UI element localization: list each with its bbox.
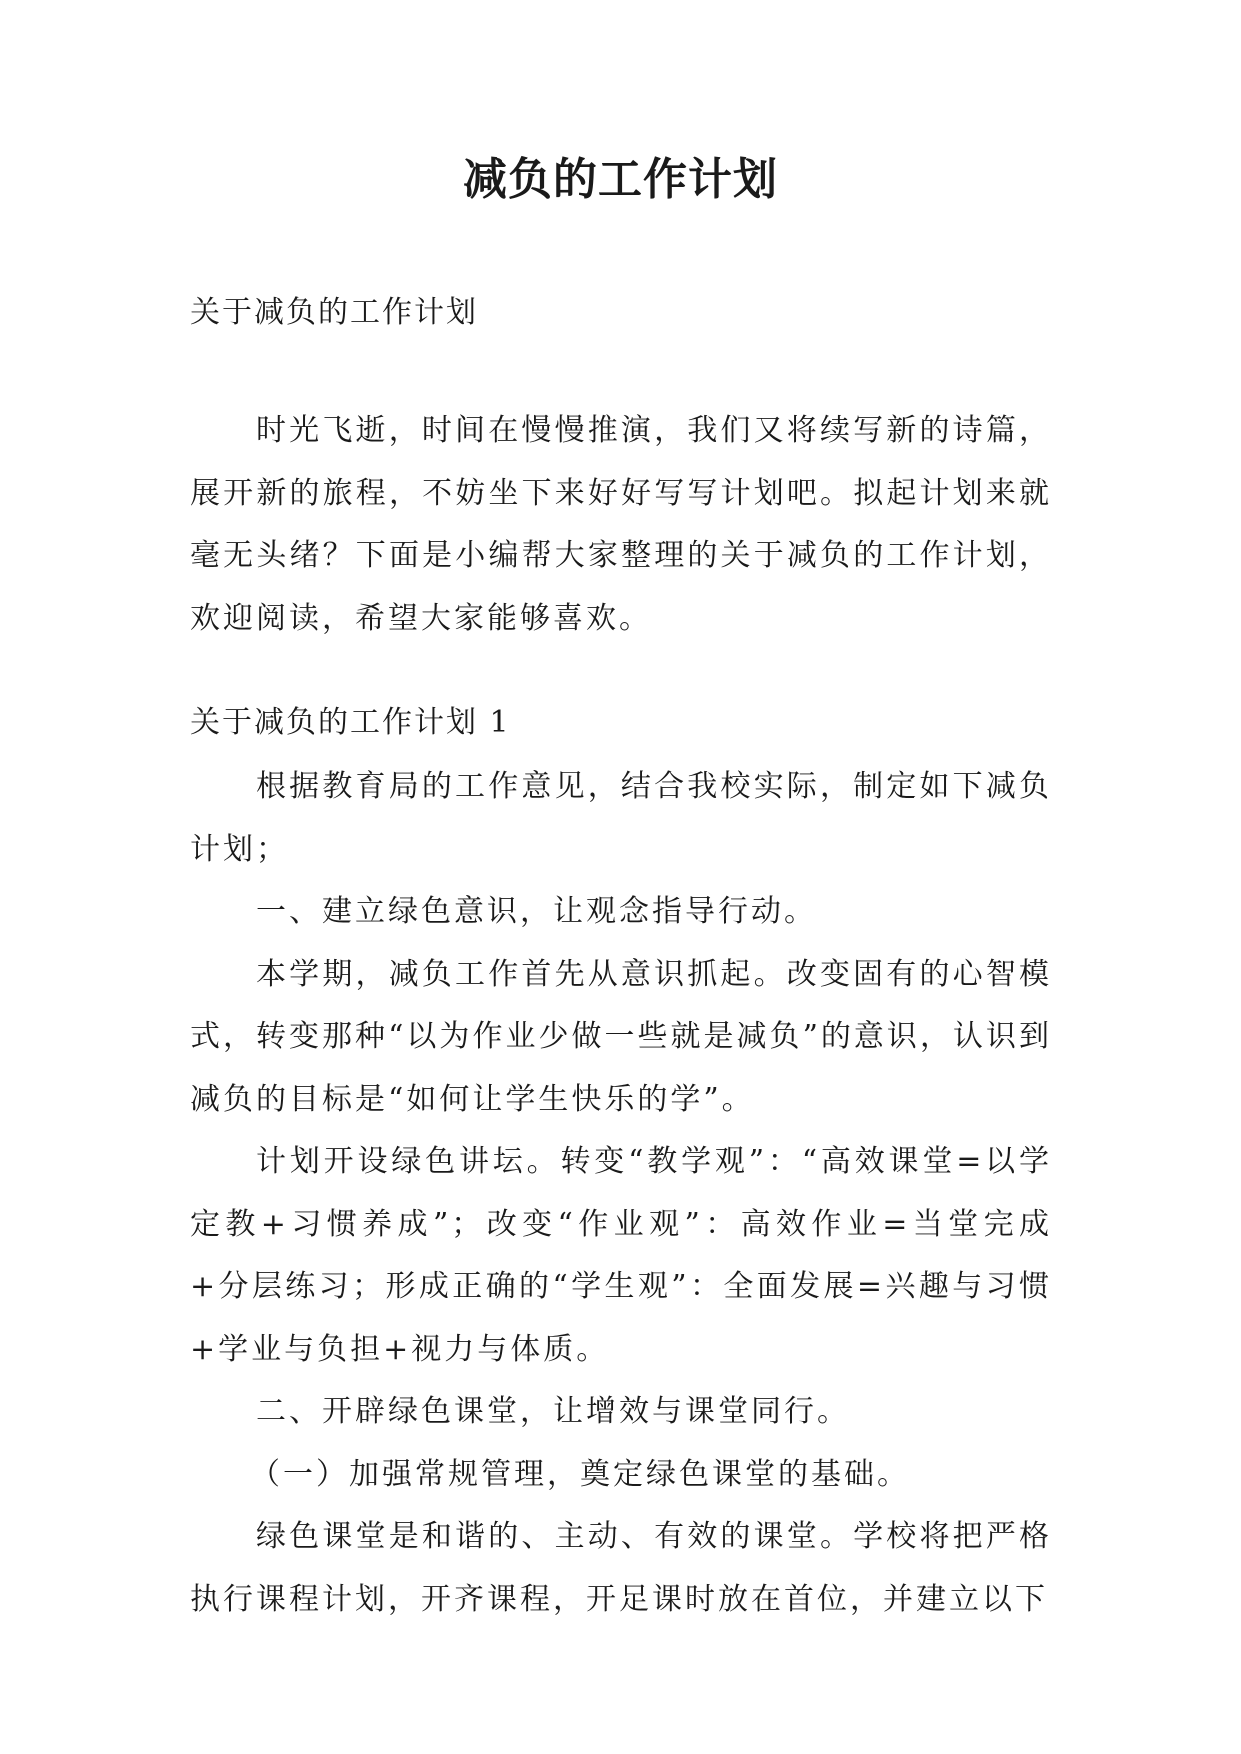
paragraph-green-classroom: 绿色课堂是和谐的、主动、有效的课堂。学校将把严格执行课程计划，开齐课程，开足课时放在首位，并建立以下 (190, 1519, 1052, 1617)
paragraph-heading-two: 二、开辟绿色课堂，让增效与课堂同行。 (256, 1394, 850, 1429)
paragraph-green-forum: 计划开设绿色讲坛。转变“教学观”：“高效课堂=以学定教+习惯养成”；改变“作业观”：高效作业=当堂完成+分层练习；形成正确的“学生观”：全面发展=兴趣与习惯+学业与负担+视力与体质。 (190, 1144, 1052, 1367)
paragraph-subheading-one: （一）加强常规管理，奠定绿色课堂的基础。 (250, 1456, 910, 1492)
document-title: 减负的工作计划 (463, 154, 778, 205)
paragraph-awareness: 本学期，减负工作首先从意识抓起。改变固有的心智模式，转变那种“以为作业少做一些就是减负”的意识，认识到减负的目标是“如何让学生快乐的学”。 (190, 956, 1052, 1117)
document-subtitle: 关于减负的工作计划 (190, 295, 478, 330)
paragraph-heading-one: 一、建立绿色意识，让观念指导行动。 (256, 894, 817, 929)
intro-paragraph: 时光飞逝，时间在慢慢推演，我们又将续写新的诗篇，展开新的旅程，不妨坐下来好好写写计划吧。拟起计划来就毫无头绪？下面是小编帮大家整理的关于减负的工作计划，欢迎阅读，希望大家能够喜欢。 (190, 413, 1052, 636)
section-heading: 关于减负的工作计划 1 (190, 705, 511, 740)
section-content (190, 756, 1052, 1631)
paragraph-plan-intro: 根据教育局的工作意见，结合我校实际，制定如下减负计划； (190, 769, 1052, 867)
